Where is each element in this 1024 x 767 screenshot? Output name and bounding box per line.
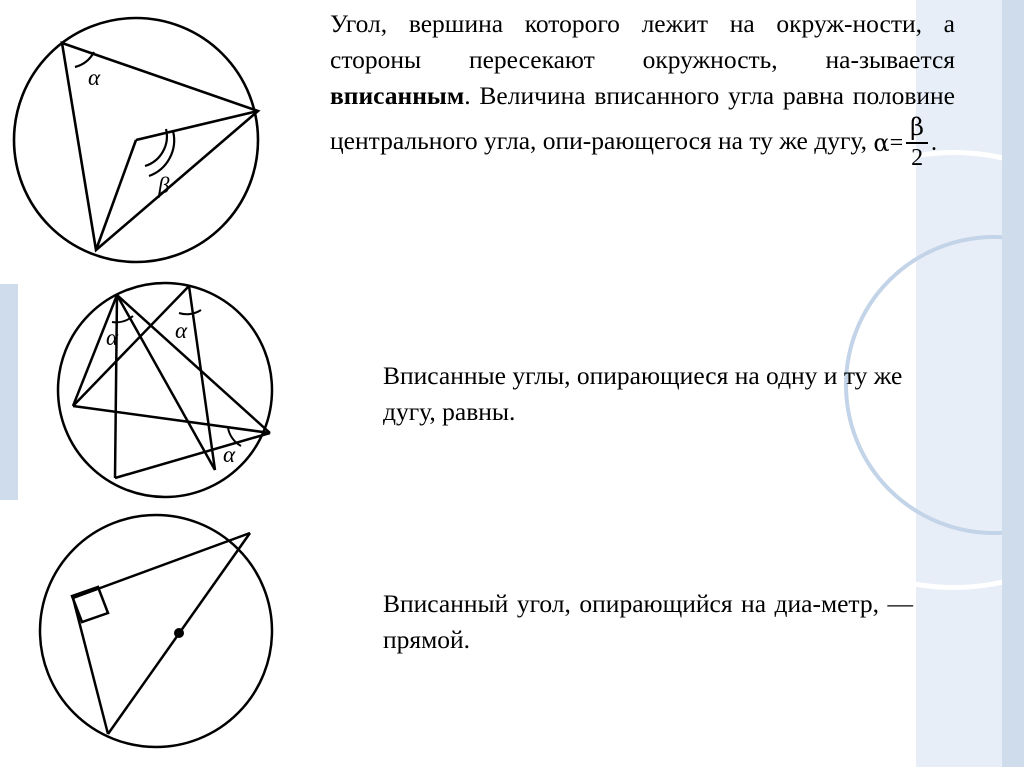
formula-numerator: β bbox=[910, 112, 925, 141]
figure1-label-beta: β bbox=[158, 173, 170, 198]
formula-period: . bbox=[931, 129, 938, 156]
figure-angle-on-diameter bbox=[28, 508, 298, 758]
paragraph-equal-angles: Вписанные углы, опирающиеся на одну и ту же дугу, равны. bbox=[383, 361, 903, 427]
paragraph-inscribed-angle-definition bbox=[330, 6, 955, 171]
formula-denominator: 2 bbox=[911, 144, 924, 171]
figure2-label-alpha-3: α bbox=[223, 442, 236, 467]
figure3-center-point bbox=[174, 628, 184, 638]
figure-inscribed-and-central-angle bbox=[6, 10, 306, 270]
figure2-label-alpha-2: α bbox=[175, 318, 188, 343]
figure-equal-inscribed-angles bbox=[55, 278, 295, 506]
paragraph-angle-on-diameter: Вписанный угол, опирающийся на диа-метр, — прямой. bbox=[383, 589, 913, 655]
decorative-left-block bbox=[0, 284, 18, 500]
figure2-label-alpha-1: α bbox=[106, 325, 119, 350]
formula-fraction bbox=[906, 112, 928, 171]
figure1-label-alpha: α bbox=[88, 65, 101, 90]
paragraph1-part2: . Величина вписанного угла равна половине центрального угла, опи-рающегося на ту же дугу, bbox=[330, 81, 955, 155]
formula-alpha-equals-beta-over-two bbox=[873, 112, 938, 171]
formula-fraction-bar bbox=[906, 142, 928, 144]
formula-alpha: α bbox=[873, 128, 890, 157]
formula-equals: = bbox=[889, 129, 904, 156]
paragraph1-part1: Угол, вершина которого лежит на окруж-ности, а стороны пересекают окружность, на-зывается bbox=[330, 9, 955, 75]
decorative-right-strip bbox=[1002, 0, 1024, 767]
paragraph1-bold-term: вписанным bbox=[330, 81, 465, 111]
